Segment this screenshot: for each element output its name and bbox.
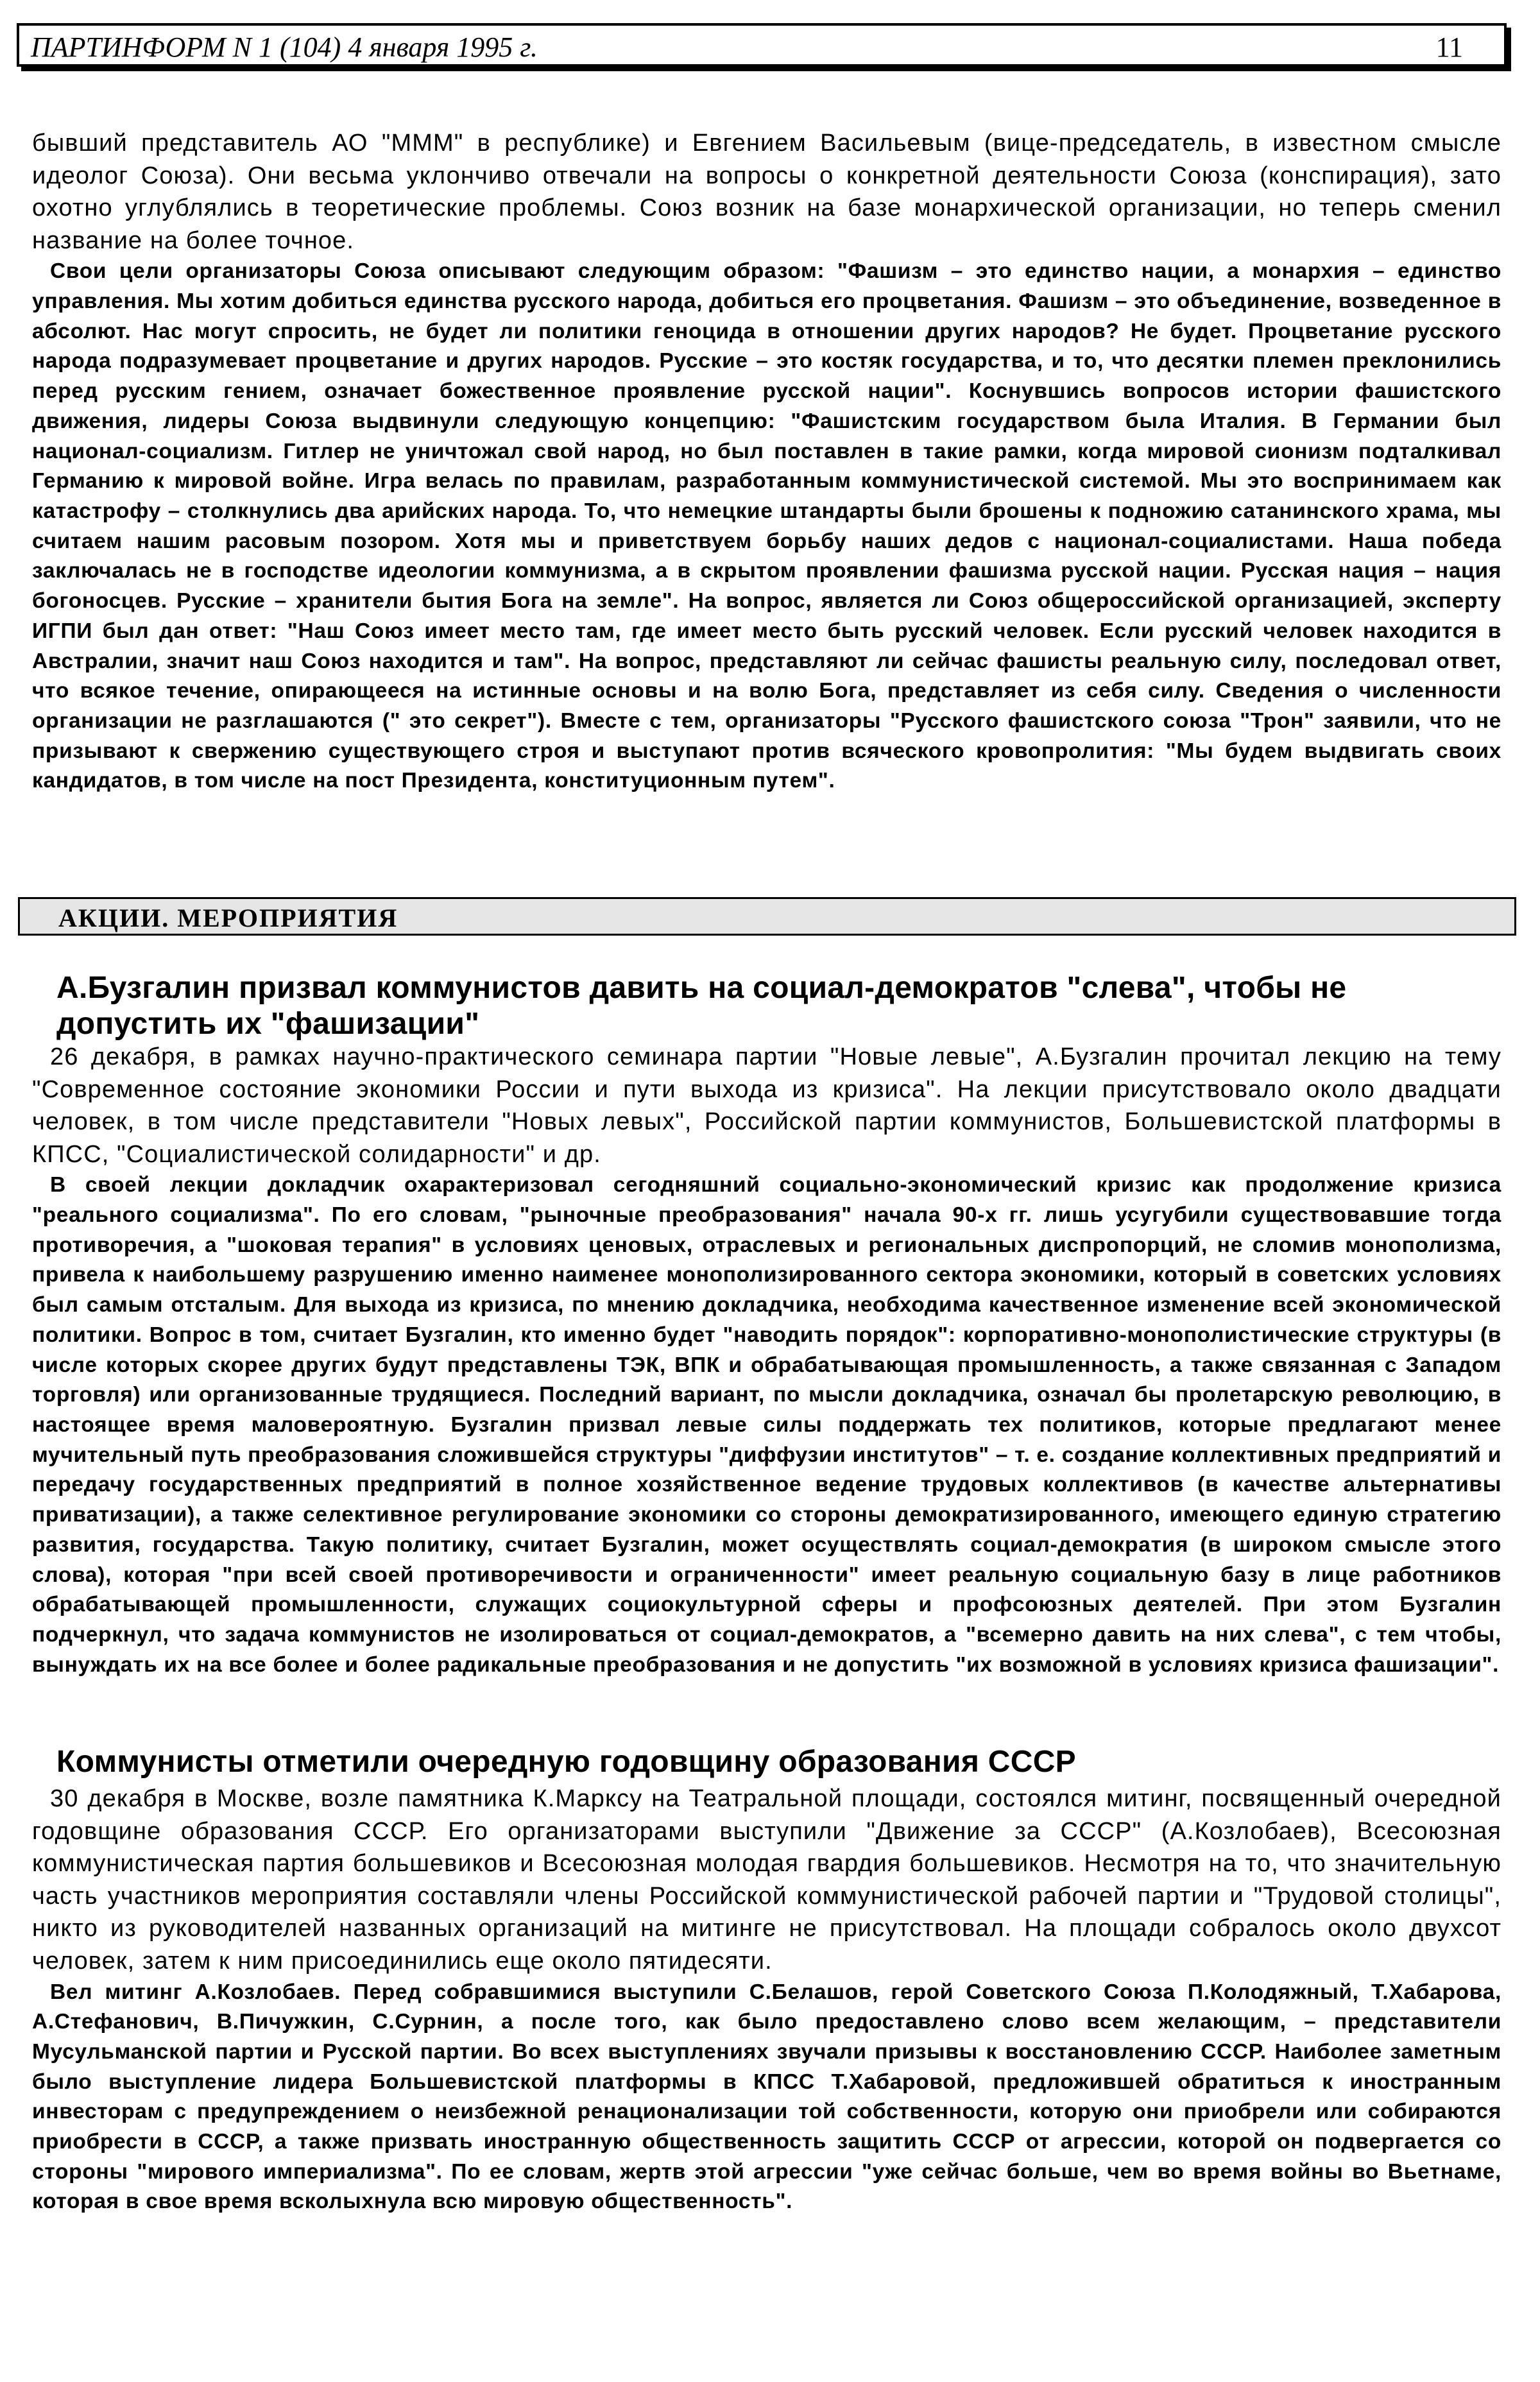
article-2-paragraph-1: 30 декабря в Москве, возле памятника К.Марксу на Театральной площади, состоялся митинг, посвященный очередной годовщине образования СССР. Его организаторами выступили "Движение за СССР" (А.Козлобаев), Всесоюзная коммунистическая партия большевиков и Всесоюзная молодая гвардия большевиков. Несмотря на то, что значительную часть участников мероприятия составляли члены Российской коммунистической рабочей партии и "Трудовой столицы", никто из руководителей названных организаций на митинге не присутствовал. На площади собралось около двухсот человек, затем к ним присоединились еще около пятидесяти. <box>32 1785 1502 1975</box>
page-header <box>17 23 1507 67</box>
article-2-body <box>32 1783 1502 2217</box>
article-1-headline: А.Бузгалин призвал коммунистов давить на социал-демократов "слева", чтобы не допустить их "фашизации" <box>56 971 1347 1041</box>
intro-paragraph-2: Свои цели организаторы Союза описывают следующим образом: "Фашизм – это единство нации, а монархия – единство управления. Мы хотим добиться единства русского народа, добиться его процветания. Фашизм – это объединение, возведенное в абсолют. Нас могут спросить, не будет ли политики геноцида в отношении других народов? Не будет. Процветание русского народа подразумевает процветание и других народов. Русские – это костяк государства, и то, что десятки племен преклонились перед русским гением, означает божественное проявление русской нации". Коснувшись вопросов истории фашистского движения, лидеры Союза выдвинули следующую концепцию: "Фашистским государством была Италия. В Германии был национал-социализм. Гитлер не уничтожал свой народ, но был поставлен в такие рамки, когда мировой сионизм подталкивал Германию к мировой войне. Игра велась по правилам, разработанным коммунистической системой. Мы это воспринимаем как катастрофу – столкнулись два арийских народа. То, что немецкие штандарты были брошены к подножию сатанинского храма, мы считаем нашим расовым позором. Хотя мы и приветствуем борьбу наших дедов с национал-социалистами. Наша победа заключалась не в господстве идеологии коммунизма, а в скрытом проявлении фашизма русской нации. Русская нация – нация богоносцев. Русские – хранители бытия Бога на земле". На вопрос, является ли Союз общероссийской организацией, эксперту ИГПИ был дан ответ: "Наш Союз имеет место там, где имеет место быть русский человек. Если русский человек находится в Австралии, значит наш Союз находится и там". На вопрос, представляют ли сейчас фашисты реальную силу, последовал ответ, что всякое течение, опирающееся на истинные основы и на волю Бога, представляет из себя силу. Сведения о численности организации не разглашаются (" это секрет"). Вместе с тем, организаторы "Русского фашистского союза "Трон" заявили, что не призывают к свержению существующего строя и выступают против всяческого кровопролития: "Мы будем выдвигать своих кандидатов, в том числе на пост Президента, конституционным путем". <box>32 259 1502 793</box>
intro-text <box>32 127 1502 796</box>
publication-title: ПАРТИНФОРМ N 1 (104) 4 января 1995 г. <box>31 31 538 63</box>
article-2-paragraph-2: Вел митинг А.Козлобаев. Перед собравшимися выступили С.Белашов, герой Советского Союза П.Колодяжный, Т.Хабарова, А.Стефанович, В.Пичужкин, С.Сурнин, а после того, как было предоставлено слово всем желающим, – представители Мусульманской партии и Русской партии. Во всех выступлениях звучали призывы к восстановлению СССР. Наиболее заметным было выступление лидера Большевистской платформы в КПСС Т.Хабаровой, предложившей обратиться к иностранным инвесторам с предупреждением о неизбежной ренационализации той собственности, которую они приобрели или собираются приобрести в СССР, а также призвать иностранную общественность защитить СССР от агрессии, которой он подвергается со стороны "мирового империализма". По ее словам, жертв этой агрессии "уже сейчас больше, чем во время войны во Вьетнаме, которая в свое время всколыхнула всю мировую общественность". <box>32 1980 1502 2214</box>
article-1-paragraph-1: 26 декабря, в рамках научно-практического семинара партии "Новые левые", А.Бузгалин прочитал лекцию на тему "Современное состояние экономики России и пути выхода из кризиса". На лекции присутствовало около двадцати человек, в том числе представители "Новых левых", Российской партии коммунистов, Большевистской платформы в КПСС, "Социалистической солидарности" и др. <box>32 1043 1502 1168</box>
section-title: АКЦИИ. МЕРОПРИЯТИЯ <box>58 904 398 932</box>
article-1-paragraph-2: В своей лекции докладчик охарактеризовал сегодняшний социально-экономический кризис как продолжение кризиса "реального социализма". По его словам, "рыночные преобразования" начала 90-х гг. лишь усугубили существовавшие тогда противоречия, а "шоковая терапия" в условиях ценовых, отраслевых и региональных диспропорций, не сломив монополизма, привела к наибольшему разрушению именно наименее монополизированного сектора экономики, который в советских условиях был самым отсталым. Для выхода из кризиса, по мнению докладчика, необходима качественное изменение всей экономической политики. Вопрос в том, считает Бузгалин, кто именно будет "наводить порядок": корпоративно-монополистические структуры (в числе которых скорее других будут представлены ТЭК, ВПК и обрабатывающая промышленность, а также связанная с Западом торговля) или организованные трудящиеся. Последний вариант, по мысли докладчика, означал бы пролетарскую революцию, в настоящее время маловероятную. Бузгалин призвал левые силы поддержать тех политиков, которые предлагают менее мучительный путь преобразования сложившейся структуры "диффузии институтов" – т. е. создание коллективных предприятий и передачу государственных предприятий в полное хозяйственное ведение трудовых коллективов (в качестве альтернативы приватизации), а также селективное регулирование экономики со стороны демократизированного, имеющего единую стратегию развития, государства. Такую политику, считает Бузгалин, может осуществлять социал-демократия (в широком смысле этого слова), которая "при всей своей противоречивости и ограниченности" имеет реальную социальную базу в лице работников обрабатывающей промышленности, служащих социокультурной сферы и профсоюзных деятелей. При этом Бузгалин подчеркнул, что задача коммунистов не изолироваться от социал-демократов, а "всемерно давить на них слева", с тем чтобы, вынуждать их на все более и более радикальные преобразования и не допустить "их возможной в условиях кризиса фашизации". <box>32 1173 1502 1677</box>
intro-paragraph-1: бывший представитель АО "МММ" в республике) и Евгением Васильевым (вице-председатель, в известном смысле идеолог Союза). Они весьма уклончиво отвечали на вопросы о конкретной деятельности Союза (конспирация), зато охотно углублялись в теоретические проблемы. Союз возник на базе монархической организации, но теперь сменил название на более точное. <box>32 130 1502 254</box>
page-number: 11 <box>1435 31 1463 63</box>
article-2-headline: Коммунисты отметили очередную годовщину образования СССР <box>56 1745 1076 1779</box>
section-header <box>18 897 1516 936</box>
article-1-body <box>32 1041 1502 1680</box>
